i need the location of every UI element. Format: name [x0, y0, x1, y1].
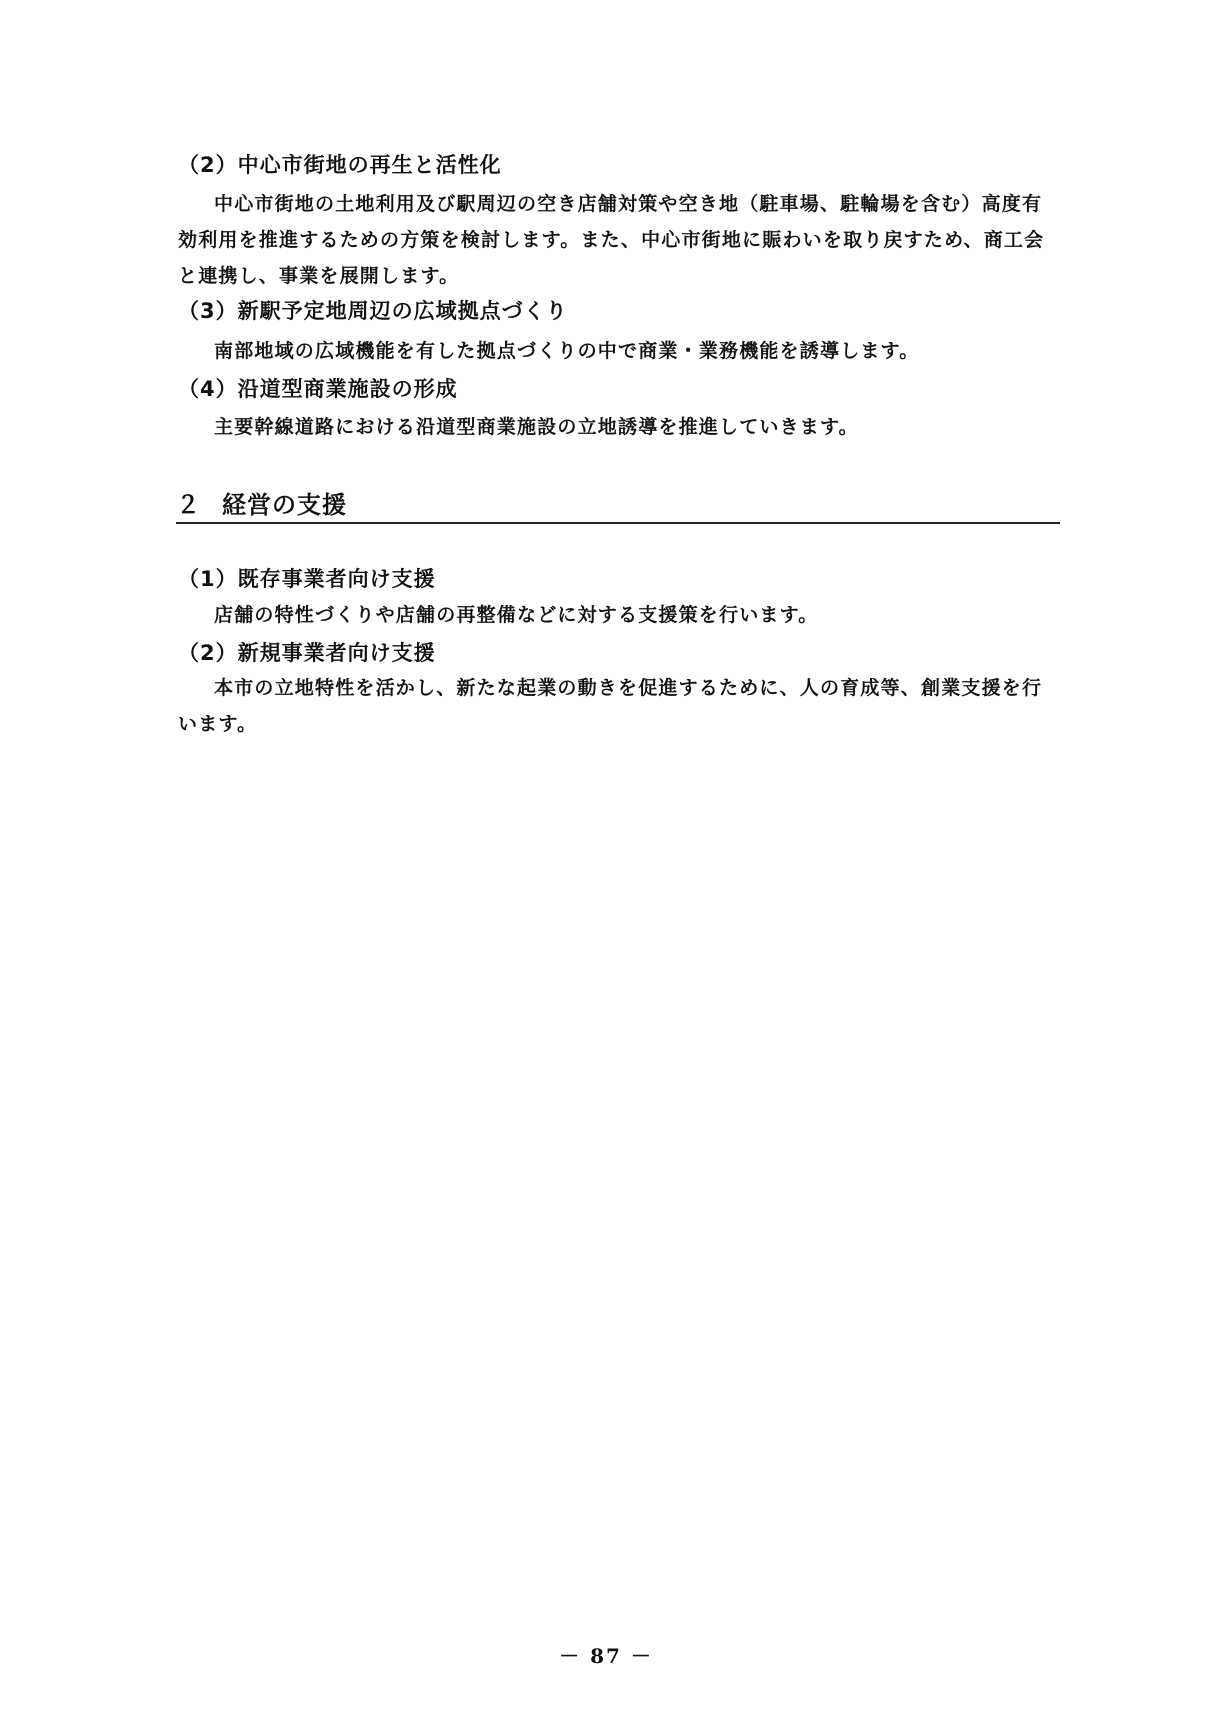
subsection-paragraph-4: 主要幹線道路における沿道型商業施設の立地誘導を推進していきます。	[214, 416, 859, 438]
section-heading	[176, 488, 1060, 524]
paragraph-text: 本市の立地特性を活かし、新たな起業の動きを促進するために、人の育成等、創業支援を行います。	[178, 677, 1043, 735]
subsection-paragraph-3: 南部地域の広域機能を有した拠点づくりの中で商業・業務機能を誘導します。	[214, 340, 920, 362]
support-item-heading: （2）新規事業者向け支援	[178, 641, 436, 665]
subsection-paragraph-2	[178, 186, 1058, 294]
page-number: － 87 －	[559, 1644, 653, 1668]
support-item-text: 店舗の特性づくりや店舗の再整備などに対する支援策を行います。	[214, 604, 819, 626]
section-title: 経営の支援	[222, 491, 347, 519]
section-number: ２	[176, 491, 201, 519]
support-item-paragraph	[178, 670, 1058, 742]
paragraph-text: 中心市街地の土地利用及び駅周辺の空き店舗対策や空き地（駐車場、駐輪場を含む）高度有効利用を推進するための方策を検討します。また、中心市街地に賑わいを取り戻すため、商工会と連携し、事業を展開します。	[178, 193, 1045, 287]
support-item-heading: （1）既存事業者向け支援	[178, 567, 436, 591]
subsection-heading-3: （3）新駅予定地周辺の広域拠点づくり	[178, 299, 568, 323]
subsection-heading-4: （4）沿道型商業施設の形成	[178, 377, 458, 401]
subsection-heading-2: （2）中心市街地の再生と活性化	[178, 153, 502, 177]
